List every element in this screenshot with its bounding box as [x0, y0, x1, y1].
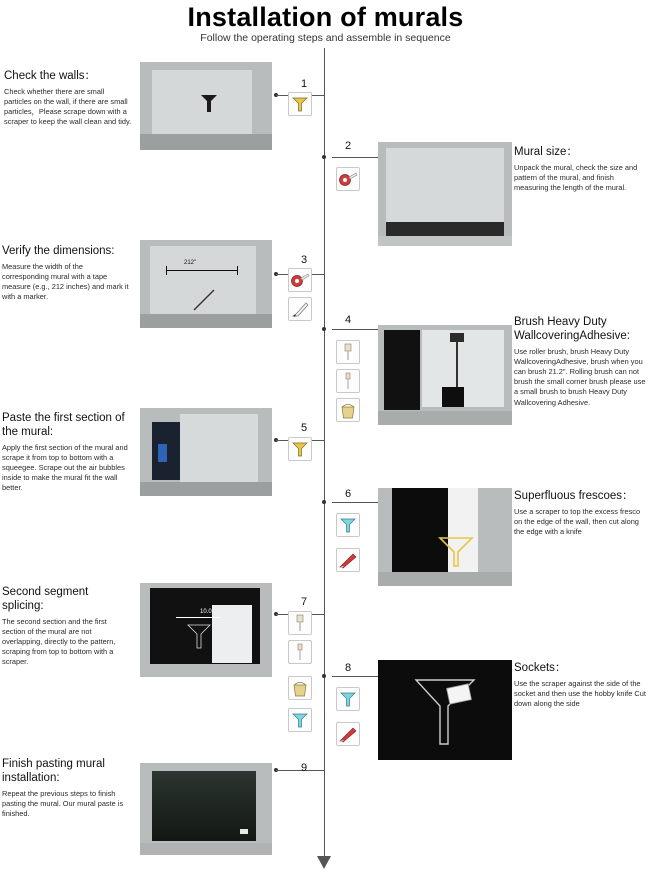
step-1-text: [4, 70, 132, 128]
step-3-heading: Verify the dimensions:: [2, 245, 115, 257]
step-4-connector: [332, 329, 380, 330]
step-9-body: Repeat the previous steps to finish pasting the mural. Our mural paste is finished.: [2, 788, 124, 819]
step-4-tool-paint-bucket-icon: [336, 398, 360, 422]
step-8-number: 8: [344, 662, 352, 674]
step-6-text: [514, 490, 646, 537]
step-2-dot: [322, 155, 326, 159]
step-2-text: [514, 146, 644, 193]
step-6-number: 6: [344, 488, 352, 500]
step-6-heading: Superfluous frescoes：: [514, 490, 634, 502]
step-6-dot: [322, 500, 326, 504]
step-3-tool-tape-measure-icon: [288, 268, 312, 292]
step-3-photo: [140, 240, 272, 328]
step-9-text: [2, 758, 130, 819]
step-1-heading: Check the walls：: [4, 70, 97, 82]
step-7-tool-squeegee-icon: [288, 708, 312, 732]
step-5-text: [2, 412, 130, 494]
step-4-number: 4: [344, 314, 352, 326]
step-1-photo: [140, 62, 272, 150]
step-7-heading: Second segment splicing:: [2, 586, 89, 612]
step-8-heading: Sockets：: [514, 662, 567, 674]
step-8-text: [514, 662, 646, 709]
step-4-dot: [322, 327, 326, 331]
step-2-body: Unpack the mural, check the size and pattern of the mural, and finish measuring the length of the mural.: [514, 162, 638, 193]
step-7-photo: [140, 583, 272, 677]
step-9-number: 9: [300, 762, 308, 774]
step-3-body: Measure the width of the corresponding mural with a tape measure (e.g., 212 inches) and mark it with a marker.: [2, 261, 129, 302]
step-7-number: 7: [300, 596, 308, 608]
timeline-arrow-icon: [317, 856, 331, 869]
step-9-photo: [140, 763, 272, 855]
step-6-connector: [332, 502, 380, 503]
step-2-photo: [378, 142, 512, 246]
step-5-body: Apply the first section of the mural and scrape it from top to bottom with a squeegee. Scrape out the air bubbles inside to make the mural fit the wall better.: [2, 442, 128, 493]
step-6-tool-knife-icon: [336, 548, 360, 572]
step-7-tool-paint-bucket-icon: [288, 676, 312, 700]
step-4-text: [514, 316, 646, 408]
step-9-heading: Finish pasting mural installation:: [2, 758, 105, 784]
step-2-heading: Mural size：: [514, 146, 578, 158]
step-2-number: 2: [344, 140, 352, 152]
step-7-text: [2, 586, 130, 668]
step-7-tool-roller-brush-icon: [288, 611, 312, 635]
step-3-tool-marker-pen-icon: [288, 297, 312, 321]
step-4-heading: Brush Heavy Duty WallcoveringAdhesive:: [514, 316, 630, 342]
step-6-scraper-illustration: [436, 532, 476, 572]
step-1-number: 1: [300, 78, 308, 90]
step-5-photo: [140, 408, 272, 496]
page-subtitle: Follow the operating steps and assemble in sequence: [200, 32, 451, 44]
step-2-connector: [332, 157, 380, 158]
step-1-body: Check whether there are small particles on the wall, if there are small particles，Please scrape down with a scraper to keep the wall clean and tidy.: [4, 86, 132, 127]
step-6-tool-squeegee-icon: [336, 513, 360, 537]
step-2-tool-tape-measure-icon: [336, 167, 360, 191]
step-3-annotation: 212": [184, 260, 197, 266]
step-8-tool-knife-icon: [336, 722, 360, 746]
step-8-body: Use the scraper against the side of the socket and then use the hobby knife Cut down along the side: [514, 678, 646, 709]
step-3-number: 3: [300, 254, 308, 266]
step-8-socket-illustration: [404, 674, 488, 752]
step-4-tool-roller-brush-icon: [336, 340, 360, 364]
step-8-dot: [322, 674, 326, 678]
step-5-number: 5: [300, 422, 308, 434]
step-7-body: The second section and the first section of the mural are not overlapping, directly to the pattern, scraping from top to bottom with a scraper.: [2, 616, 116, 667]
step-6-body: Use a scraper to top the excess fresco on the edge of the wall, then cut along the edge with a knife: [514, 506, 641, 537]
step-7-annotation: 10.0: [200, 609, 212, 615]
page-title: Installation of murals: [187, 2, 464, 32]
step-1-tool-squeegee-icon: [288, 92, 312, 116]
step-4-tool-small-brush-icon: [336, 369, 360, 393]
timeline-axis: [324, 48, 325, 858]
step-8-connector: [332, 676, 380, 677]
step-8-tool-squeegee-icon: [336, 687, 360, 711]
step-7-tool-small-brush-icon: [288, 640, 312, 664]
step-6-photo: [378, 488, 512, 586]
step-4-photo: [378, 325, 512, 425]
step-8-photo: [378, 660, 512, 760]
step-5-heading: Paste the first section of the mural:: [2, 412, 125, 438]
squeegee-illustration: [198, 92, 220, 114]
step-4-body: Use roller brush, brush Heavy Duty WallcoveringAdhesive, brush when you can brush 21.2". Rolling brush can not brush the small corner brush please use a small brush to brush Heavy Duty Wallcovering Adhesive.: [514, 346, 646, 407]
step-5-tool-squeegee-icon: [288, 437, 312, 461]
step-3-text: [2, 245, 130, 303]
